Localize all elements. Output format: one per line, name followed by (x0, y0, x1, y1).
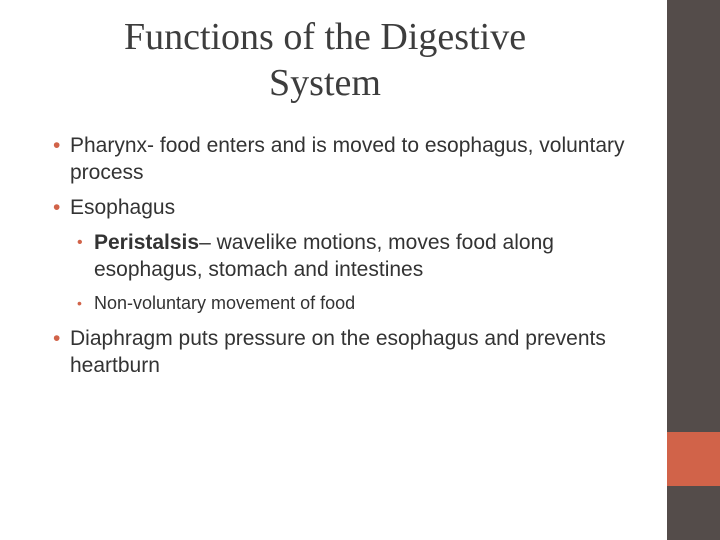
bullet-text: Diaphragm puts pressure on the esophagus and prevents heartburn (70, 327, 606, 377)
sidebar-band-bottom (667, 486, 720, 540)
sidebar-band-top (667, 0, 720, 432)
bullet-item-diaphragm (52, 325, 652, 379)
sub-bullet-item-peristalsis (76, 229, 652, 283)
bullet-bold-term: Peristalsis (94, 231, 200, 254)
bullet-text: – wavelike motions, moves food along esophagus, stomach and intestines (94, 231, 554, 281)
bullet-item-esophagus (52, 194, 652, 221)
bullet-marker: • (53, 327, 61, 350)
bullet-marker: • (77, 295, 82, 311)
bullet-marker: • (53, 196, 61, 219)
bullet-item-pharynx (52, 132, 652, 186)
bullet-text: Esophagus (70, 196, 176, 219)
bullet-marker: • (53, 134, 61, 157)
sub-bullet-item-non-voluntary (76, 291, 652, 315)
bullet-list (52, 132, 652, 387)
slide-title (40, 14, 610, 106)
bullet-marker: • (77, 234, 83, 251)
slide-title-line-2: System (269, 62, 381, 104)
slide-title-line-1: Functions of the Digestive (123, 16, 527, 58)
sidebar-accent-block (667, 432, 720, 486)
bullet-text: Pharynx- food enters and is moved to esophagus, voluntary process (70, 134, 625, 184)
bullet-text: Non-voluntary movement of food (94, 293, 356, 313)
